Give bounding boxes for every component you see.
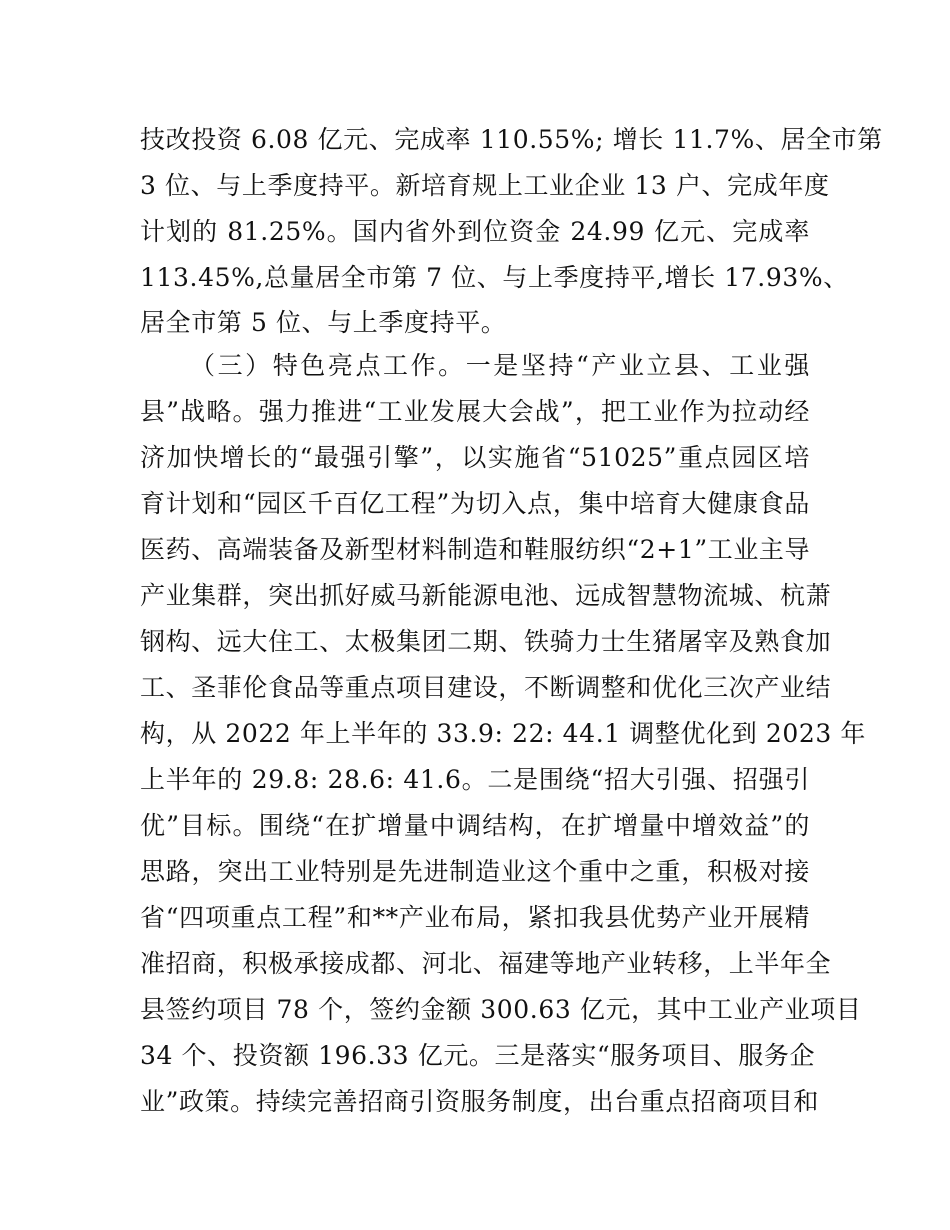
text-line: 医药、高端装备及新型材料制造和鞋服纺织“2+1”工业主导 [140, 535, 811, 564]
text-line: 准招商，积极承接成都、河北、福建等地产业转移，上半年全 [140, 949, 832, 978]
text-line: 产业集群，突出抓好威马新能源电池、远成智慧物流城、杭萧 [140, 581, 832, 610]
text-line: 工、圣菲伦食品等重点项目建设，不断调整和优化三次产业结 [140, 673, 832, 702]
text-line: 思路，突出工业特别是先进制造业这个重中之重，积极对接 [140, 857, 810, 886]
text-line: 优”目标。围绕“在扩增量中调结构，在扩增量中增效益”的 [140, 811, 810, 840]
text-line: 居全市第 5 位、与上季度持平。 [140, 308, 507, 337]
text-line: 技改投资 6.08 亿元、完成率 110.55%; 增长 11.7%、居全市第 [140, 125, 883, 154]
paragraph-heading-line: （三）特色亮点工作。一是坚持“产业立县、工业强 [190, 351, 810, 380]
text-line: 113.45%,总量居全市第 7 位、与上季度持平,增长 17.93%、 [140, 263, 849, 292]
text-line: 育计划和“园区千百亿工程”为切入点，集中培育大健康食品 [140, 489, 810, 518]
text-line: 34 个、投资额 196.33 亿元。三是落实“服务项目、服务企 [140, 1041, 816, 1070]
text-line: 计划的 81.25%。国内省外到位资金 24.99 亿元、完成率 [140, 217, 810, 246]
text-line: 县签约项目 78 个，签约金额 300.63 亿元，其中工业产业项目 [140, 995, 862, 1024]
text-line: 构，从 2022 年上半年的 33.9: 22: 44.1 调整优化到 2023 年 [140, 719, 867, 748]
text-line: 济加快增长的“最强引擎”，以实施省“51025”重点园区培 [140, 443, 810, 472]
text-line: 3 位、与上季度持平。新培育规上工业企业 13 户、完成年度 [140, 171, 830, 200]
text-line: 业”政策。持续完善招商引资服务制度，出台重点招商项目和 [140, 1087, 819, 1116]
text-line: 上半年的 29.8: 28.6: 41.6。二是围绕“招大引强、招强引 [140, 765, 810, 794]
text-line: 省“四项重点工程”和**产业布局，紧扣我县优势产业开展精 [140, 903, 810, 932]
text-line: 钢构、远大住工、太极集团二期、铁骑力士生猪屠宰及熟食加 [140, 627, 832, 656]
text-line: 县”战略。强力推进“工业发展大会战”，把工业作为拉动经 [140, 397, 810, 426]
